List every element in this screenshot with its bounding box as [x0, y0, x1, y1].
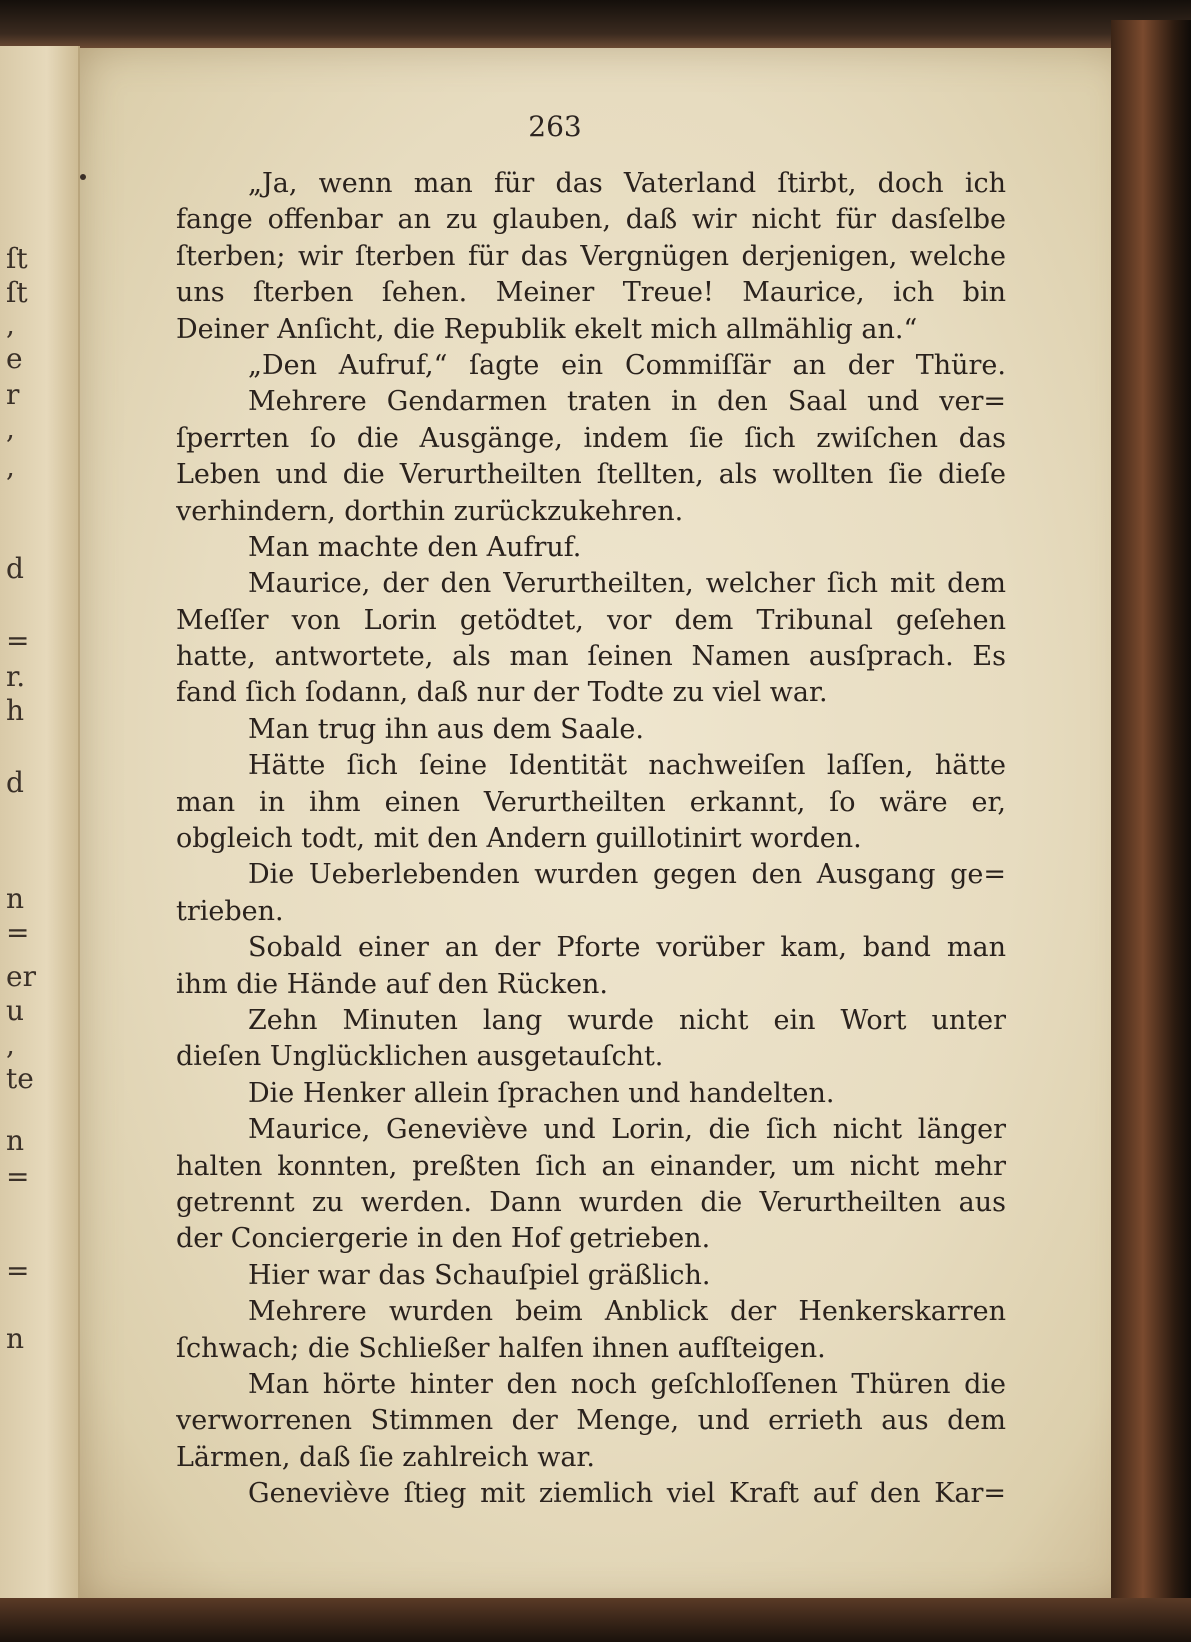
- left-edge-char: r.: [6, 660, 26, 693]
- text-line: Man trug ihn aus dem Saale.: [248, 713, 644, 745]
- left-edge-char: te: [6, 1062, 34, 1095]
- text-line: dieſen Unglücklichen ausgetauſcht.: [176, 1041, 664, 1073]
- text-line: Maurice, Geneviève und Lorin, die ſich nicht länger: [248, 1114, 1006, 1146]
- text-line: ihm die Hände auf den Rücken.: [176, 968, 609, 1000]
- text-line: Man hörte hinter den noch geſchloſſenen Thüren die: [248, 1368, 1006, 1400]
- book-binding-top: [0, 0, 1191, 48]
- text-line: obgleich todt, mit den Andern guillotinirt worden.: [176, 823, 862, 855]
- left-edge-char: ,: [6, 412, 15, 445]
- text-line: Meſſer von Lorin getödtet, vor dem Tribunal geſehen: [176, 604, 1006, 636]
- text-line: getrennt zu werden. Dann wurden die Verurtheilten aus: [176, 1186, 1006, 1218]
- left-edge-char: r: [6, 378, 20, 411]
- left-edge-char: =: [6, 1160, 30, 1193]
- text-line: verworrenen Stimmen der Menge, und errieth aus dem: [176, 1405, 1006, 1437]
- text-line: ſchwach; die Schließer halfen ihnen aufſteigen.: [176, 1332, 826, 1364]
- left-edge-char: d: [6, 766, 24, 799]
- left-edge-char: =: [6, 1254, 30, 1287]
- text-line: Maurice, der den Verurtheilten, welcher ſich mit dem: [248, 568, 1006, 600]
- left-edge-char: ſt: [6, 242, 28, 275]
- text-line: ſterben; wir ſterben für das Vergnügen derjenigen, welche: [176, 240, 1006, 272]
- text-line: ſperrten ſo die Ausgänge, indem ſie ſich zwiſchen das: [176, 422, 1006, 454]
- left-edge-char: h: [6, 694, 25, 727]
- left-edge-char: =: [6, 916, 30, 949]
- ink-speck: [80, 174, 86, 180]
- book-page: [80, 48, 1134, 1606]
- text-line: Die Henker allein ſprachen und handelten.: [248, 1077, 835, 1109]
- left-edge-char: ,: [6, 308, 15, 341]
- text-line: Man machte den Aufruf.: [248, 531, 582, 563]
- text-line: Mehrere wurden beim Anblick der Henkerskarren: [248, 1296, 1006, 1328]
- left-edge-char: n: [6, 882, 25, 915]
- text-line: Lärmen, daß ſie zahlreich war.: [176, 1441, 595, 1473]
- text-line: halten konnten, preßten ſich an einander, um nicht mehr: [176, 1150, 1006, 1182]
- text-line: trieben.: [176, 895, 284, 927]
- text-line: Hier war das Schauſpiel gräßlich.: [248, 1259, 711, 1291]
- text-line: hatte, antwortete, als man ſeinen Namen ausſprach. Es: [176, 641, 1006, 673]
- text-line: der Conciergerie in den Hof getrieben.: [176, 1223, 711, 1255]
- left-edge-char: ſt: [6, 276, 28, 309]
- text-line: „Ja, wenn man für das Vaterland ſtirbt, doch ich: [248, 168, 1006, 199]
- left-edge-char: d: [6, 552, 24, 585]
- text-line: Leben und die Verurtheilten ſtellten, als wollten ſie dieſe: [176, 459, 1006, 491]
- text-line: Geneviève ſtieg mit ziemlich viel Kraft auf den Kar=: [248, 1478, 1006, 1510]
- text-line: verhindern, dorthin zurückzukehren.: [176, 495, 684, 527]
- page-number: 263: [528, 110, 582, 143]
- text-line: fange offenbar an zu glauben, daß wir nicht für dasſelbe: [176, 204, 1006, 236]
- page-body-text: [176, 166, 1006, 1512]
- left-edge-char: n: [6, 1322, 25, 1355]
- left-edge-char: n: [6, 1124, 25, 1157]
- text-line: Deiner Anſicht, die Republik ekelt mich allmählig an.“: [176, 313, 918, 345]
- text-line: Hätte ſich ſeine Identität nachweiſen laſſen, hätte: [248, 750, 1006, 782]
- left-edge-char: ,: [6, 1028, 15, 1061]
- left-page-edge: [0, 46, 80, 1606]
- book-cover-bottom-edge: [0, 1598, 1191, 1642]
- text-line: „Den Aufruf,“ ſagte ein Commiſſär an der Thüre.: [248, 349, 1006, 381]
- text-line: Die Ueberlebenden wurden gegen den Ausgang ge=: [248, 859, 1006, 891]
- left-edge-char: ,: [6, 450, 15, 483]
- text-line: Zehn Minuten lang wurde nicht ein Wort unter: [248, 1004, 1006, 1036]
- text-line: man in ihm einen Verurtheilten erkannt, ſo wäre er,: [176, 786, 1006, 818]
- text-line: fand ſich ſodann, daß nur der Todte zu viel war.: [176, 677, 828, 709]
- text-line: Mehrere Gendarmen traten in den Saal und ver=: [248, 386, 1006, 418]
- left-edge-char: e: [6, 342, 23, 375]
- left-edge-char: er: [6, 960, 36, 993]
- text-line: Sobald einer an der Pforte vorüber kam, band man: [248, 932, 1006, 964]
- text-line: uns ſterben ſehen. Meiner Treue! Maurice, ich bin: [176, 277, 1006, 309]
- left-edge-char: u: [6, 994, 25, 1027]
- book-cover-right-edge: [1111, 20, 1191, 1642]
- left-edge-char: =: [6, 624, 30, 657]
